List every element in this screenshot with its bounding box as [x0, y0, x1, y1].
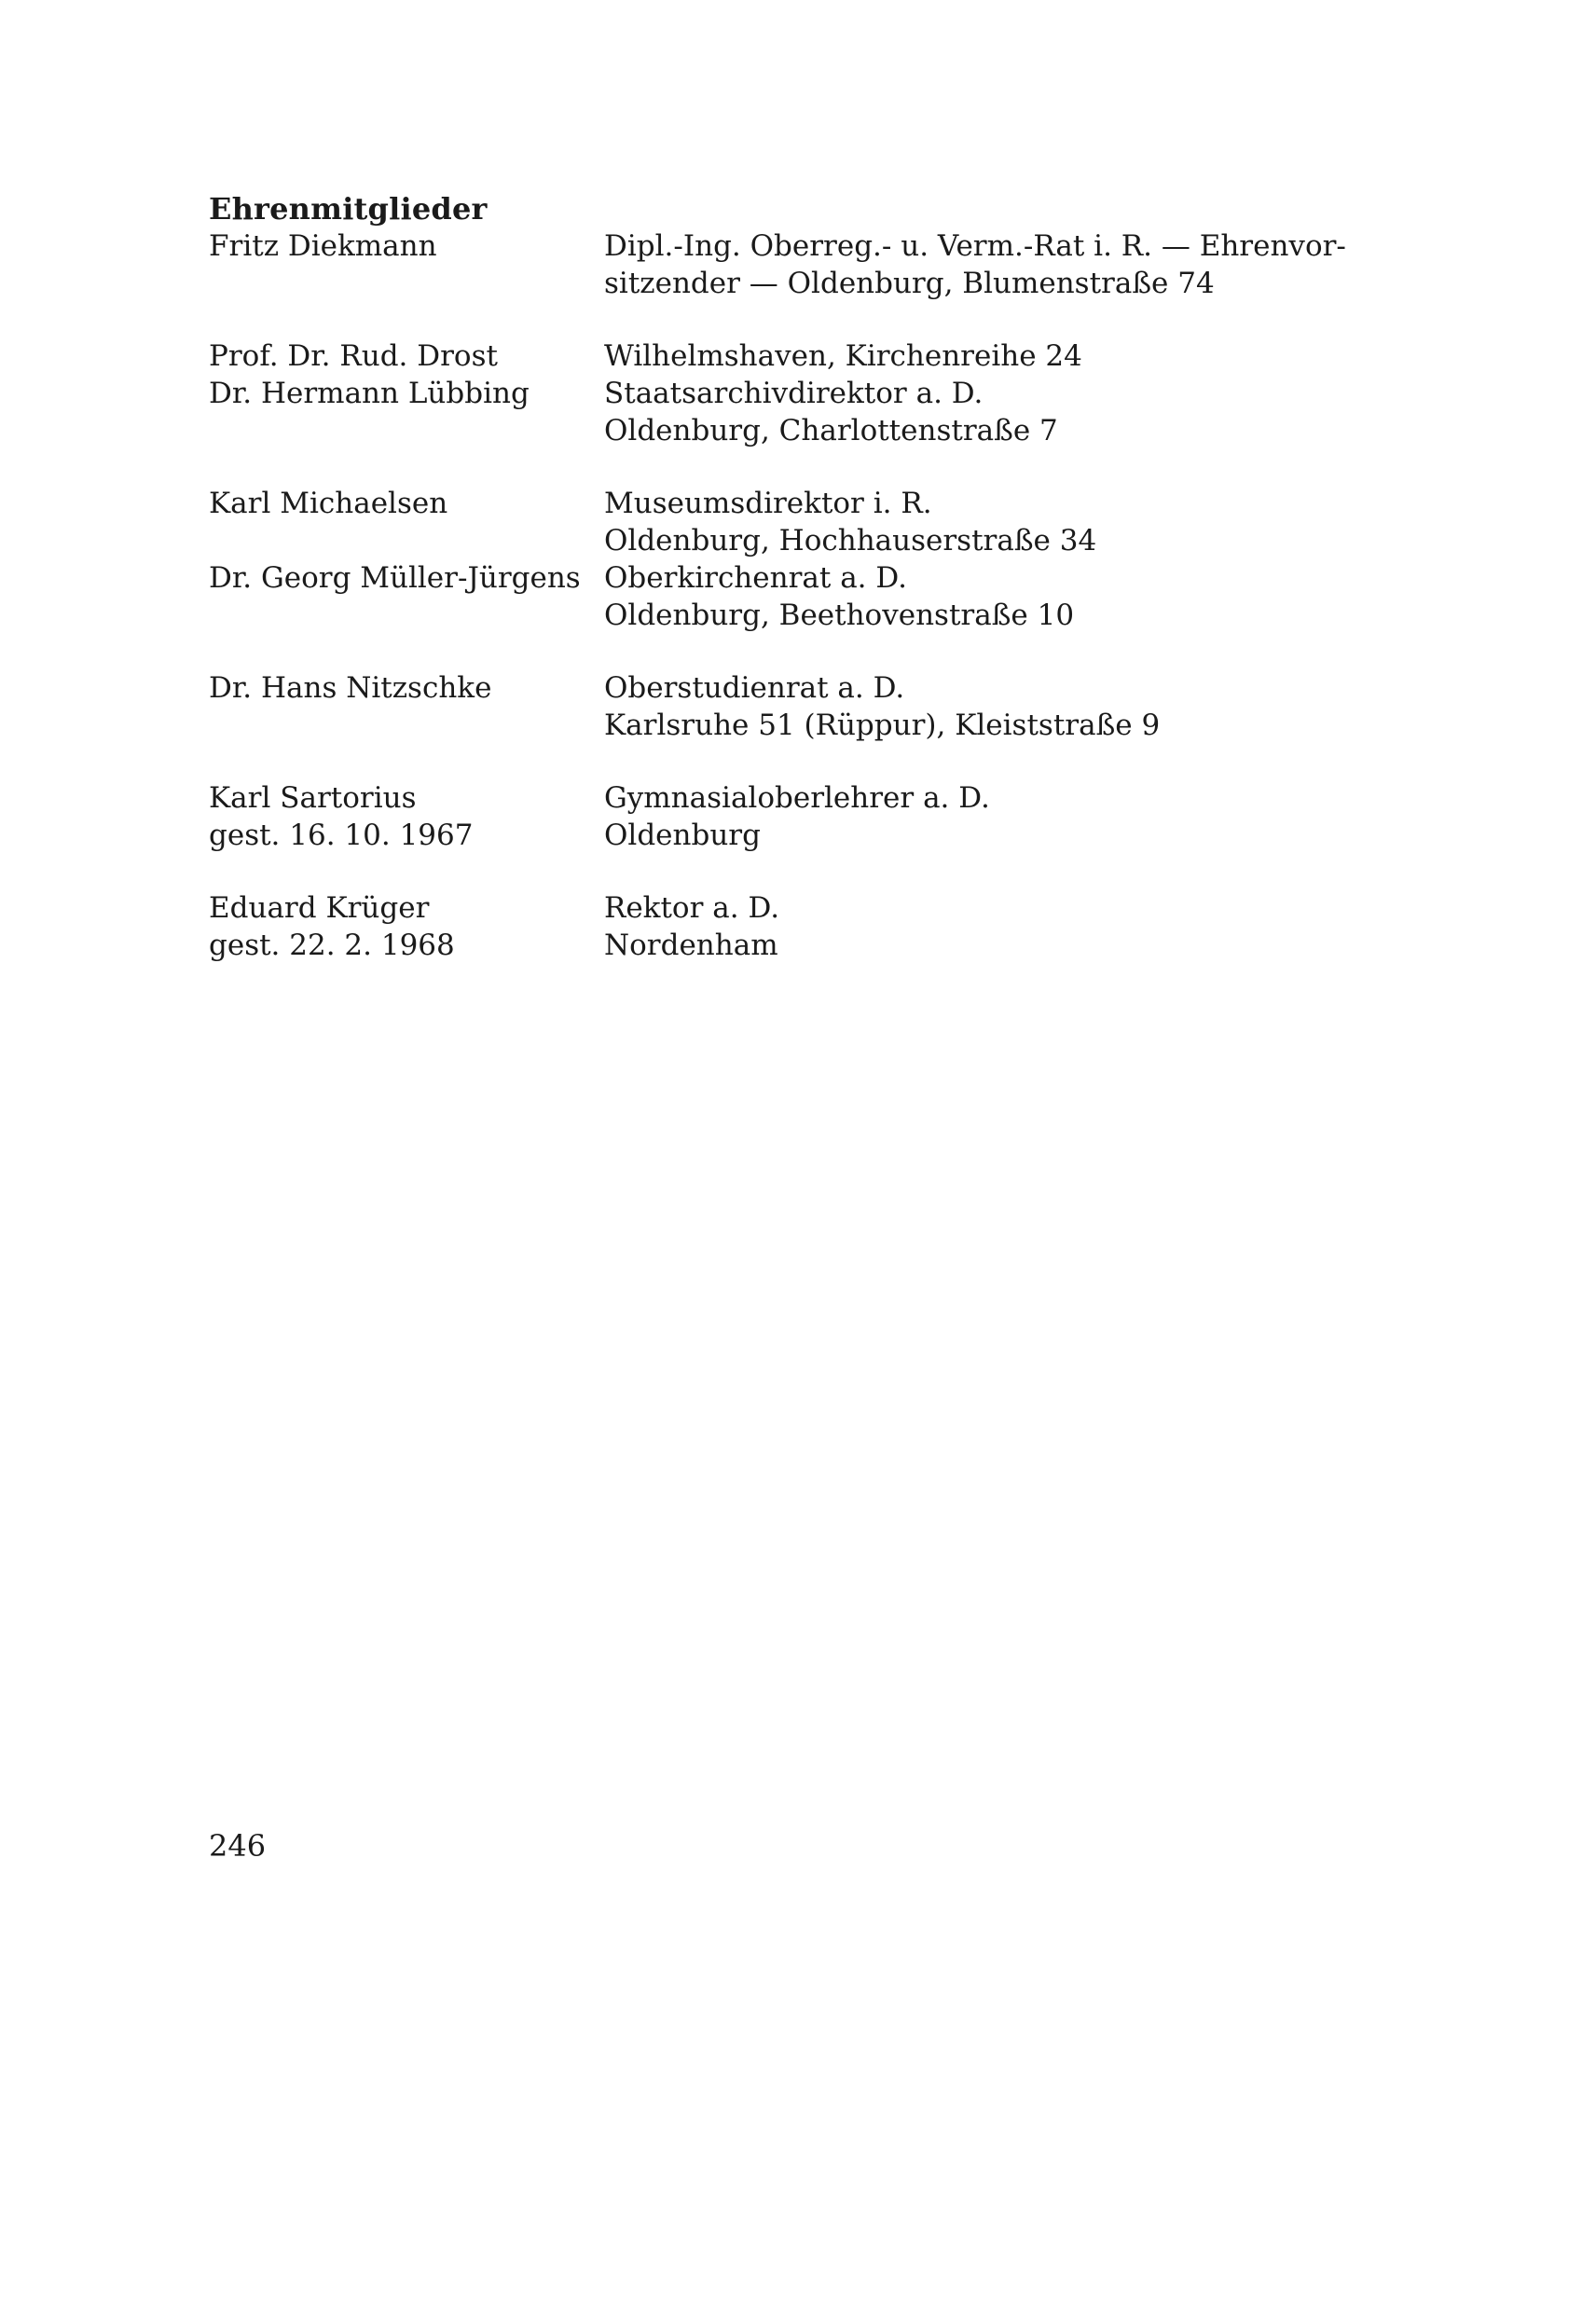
member-name-line: Dr. Georg Müller-Jürgens [209, 561, 581, 595]
member-detail-line: Museumsdirektor i. R. [604, 487, 932, 520]
member-detail-line: Oldenburg, Charlottenstraße 7 [604, 414, 1058, 447]
member-name-line: Dr. Hans Nitzschke [209, 671, 492, 705]
member-details [604, 779, 1424, 854]
section-heading: Ehrenmitglieder [209, 191, 488, 227]
member-name [209, 559, 604, 634]
member-name [209, 779, 604, 854]
member-detail-line: Rektor a. D. [604, 891, 780, 925]
member-detail-line: Gymnasialoberlehrer a. D. [604, 781, 990, 815]
member-detail-line: Karlsruhe 51 (Rüppur), Kleiststraße 9 [604, 709, 1161, 742]
member-death-date: gest. 16. 10. 1967 [209, 819, 474, 852]
member-entry [209, 669, 1421, 744]
member-detail-line: Wilhelmshaven, Kirchenreihe 24 [604, 339, 1082, 373]
member-detail-line: Oberkirchenrat a. D. [604, 561, 907, 595]
member-entry [209, 779, 1421, 854]
member-details [604, 889, 1424, 964]
honorary-members-list [209, 227, 1421, 964]
member-name [209, 227, 604, 302]
member-detail-line: Oldenburg [604, 819, 761, 852]
member-details [604, 485, 1424, 559]
member-detail-line: Nordenham [604, 929, 778, 962]
member-entry [209, 375, 1421, 449]
member-detail-line: Dipl.-Ing. Oberreg.- u. Verm.-Rat i. R. — Ehrenvor- [604, 229, 1346, 263]
member-name [209, 889, 604, 964]
page-number: 246 [209, 1828, 267, 1864]
member-entry [209, 559, 1421, 634]
member-detail-line: sitzender — Oldenburg, Blumenstraße 74 [604, 267, 1215, 300]
member-details [604, 375, 1424, 449]
member-detail-line: Oberstudienrat a. D. [604, 671, 905, 705]
member-name-line: Karl Michaelsen [209, 487, 448, 520]
member-name-line: Fritz Diekmann [209, 229, 437, 263]
member-name-line: Dr. Hermann Lübbing [209, 377, 530, 410]
member-details [604, 559, 1424, 634]
member-name [209, 669, 604, 744]
member-death-date: gest. 22. 2. 1968 [209, 929, 455, 962]
member-name [209, 337, 604, 375]
member-detail-line: Oldenburg, Beethovenstraße 10 [604, 599, 1075, 632]
member-detail-line: Staatsarchivdirektor a. D. [604, 377, 984, 410]
member-entry [209, 485, 1421, 559]
member-entry [209, 227, 1421, 302]
member-name-line: Eduard Krüger [209, 891, 430, 925]
member-details [604, 669, 1424, 744]
member-details [604, 337, 1424, 375]
member-detail-line: Oldenburg, Hochhauserstraße 34 [604, 524, 1097, 557]
member-name [209, 485, 604, 559]
member-details [604, 227, 1424, 302]
member-entry [209, 337, 1421, 375]
member-entry [209, 889, 1421, 964]
member-name-line: Prof. Dr. Rud. Drost [209, 339, 498, 373]
member-name [209, 375, 604, 449]
member-name-line: Karl Sartorius [209, 781, 417, 815]
